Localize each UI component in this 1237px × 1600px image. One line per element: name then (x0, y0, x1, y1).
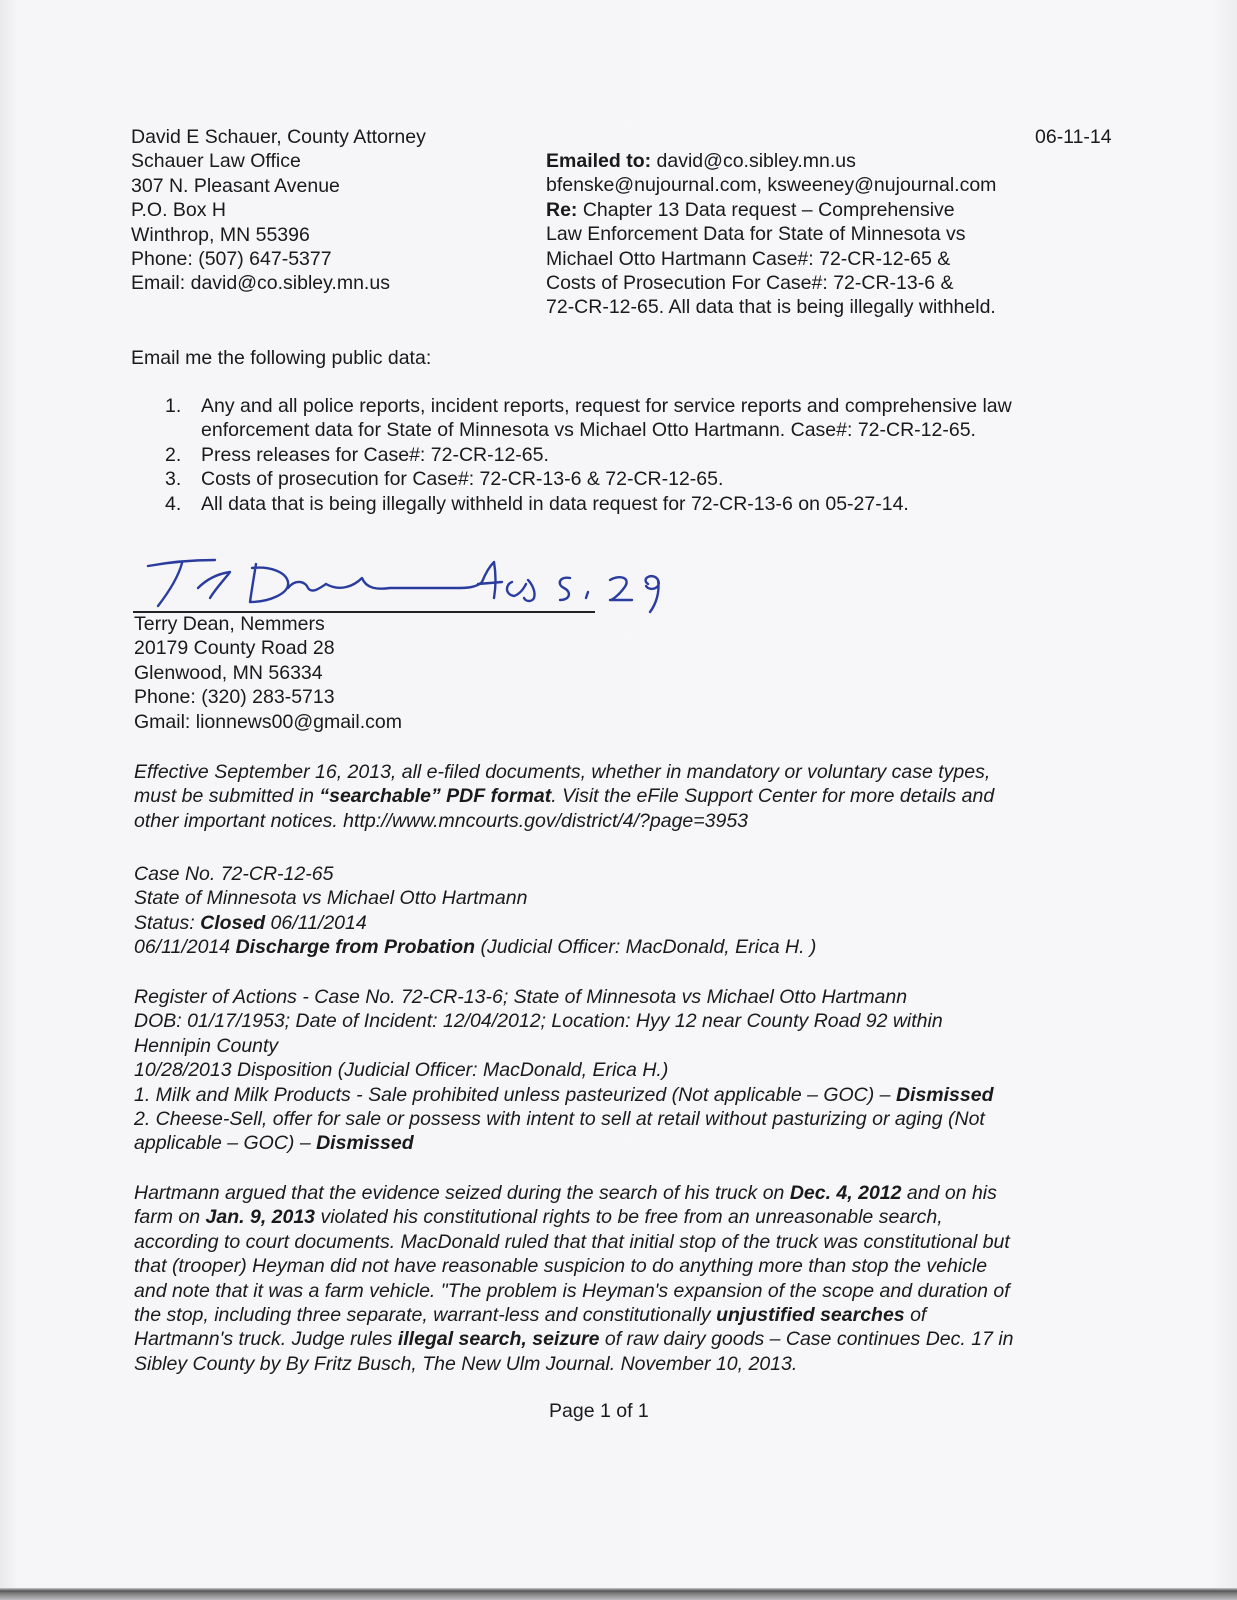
list-item (165, 467, 1012, 491)
emailed-to-value: david@co.sibley.mn.us (651, 150, 856, 172)
case-text: (Judicial Officer: MacDonald, Erica H. ) (475, 936, 817, 959)
notice-line: Effective September 16, 2013, all e-filed documents, whether in mandatory or voluntary case types, (134, 761, 991, 783)
case-action: Discharge from Probation (235, 936, 476, 959)
case-status: Closed (200, 911, 266, 934)
re-line (546, 198, 996, 222)
excerpt-text: Hartmann argued that the evidence seized during the search of his truck on (134, 1182, 790, 1204)
re-line: Michael Otto Hartmann Case#: 72-CR-12-65 & (546, 247, 951, 270)
case-text: 06/11/2014 (134, 936, 236, 959)
intro-text: Email me the following public data: (131, 347, 432, 369)
signer-line: Gmail: lionnews00@gmail.com (134, 710, 402, 733)
register-line: DOB: 01/17/1953; Date of Incident: 12/04/2012; Location: Hyy 12 near County Road 92 within (134, 1010, 943, 1033)
item-text (201, 394, 1012, 443)
request-intro (131, 346, 431, 370)
excerpt-emphasis: Jan. 9, 2013 (205, 1206, 316, 1229)
case-line (134, 911, 816, 935)
list-item (165, 443, 1012, 467)
item-line: Press releases for Case#: 72-CR-12-65. (201, 443, 549, 466)
sender-line: Email: david@co.sibley.mn.us (131, 272, 390, 295)
re-text: Chapter 13 Data request – Comprehensive (577, 198, 955, 221)
notice-line (134, 784, 994, 808)
excerpt-text: violated his constitutional rights to be free from an unreasonable search, (315, 1206, 943, 1229)
emailed-to-line-2: bfenske@nujournal.com, ksweeney@nujournal.com (546, 174, 997, 197)
excerpt-line (134, 1205, 1014, 1229)
list-item (165, 492, 1012, 516)
excerpt-text: of raw dairy goods – Case continues Dec. 17 in (599, 1328, 1014, 1351)
register-line: 2. Cheese-Sell, offer for sale or possess with intent to sell at retail without pasturizing or aging (Not (134, 1108, 985, 1131)
excerpt-line (134, 1181, 1014, 1205)
case-summary (134, 862, 816, 960)
re-line: 72-CR-12-65. All data that is being illegally withheld. (546, 296, 996, 319)
re-label: Re: (546, 198, 578, 221)
register-text: 1. Milk and Milk Products - Sale prohibited unless pasteurized (Not applicable – GOC) – (134, 1083, 896, 1106)
register-text: applicable – GOC) – (134, 1132, 317, 1155)
item-line: All data that is being illegally withheld in data request for 72-CR-13-6 on 05-27-14. (201, 492, 909, 515)
excerpt-line: according to court documents. MacDonald ruled that that initial stop of the truck was constitutional but (134, 1230, 1010, 1253)
scan-bottom-edge (0, 1588, 1237, 1600)
excerpt-text: farm on (134, 1206, 206, 1229)
efile-notice (134, 760, 994, 833)
signer-line: Glenwood, MN 56334 (134, 661, 323, 684)
excerpt-emphasis: unjustified searches (716, 1304, 905, 1327)
notice-line: other important notices. http://www.mncourts.gov/district/4/?page=3953 (134, 809, 749, 832)
excerpt-line: and note that it was a farm vehicle. "The problem is Heyman's expansion of the scope and duration of (134, 1279, 1010, 1302)
case-line: State of Minnesota vs Michael Otto Hartmann (134, 887, 528, 910)
sender-line: Schauer Law Office (131, 150, 301, 173)
case-line: Case No. 72-CR-12-65 (134, 863, 334, 885)
item-number: 4. (165, 492, 182, 515)
register-disposition: Dismissed (316, 1132, 414, 1155)
item-number: 2. (165, 443, 182, 466)
news-excerpt (134, 1181, 1014, 1376)
case-text: Status: (134, 911, 201, 934)
excerpt-emphasis: illegal search, seizure (397, 1328, 600, 1351)
item-line: enforcement data for State of Minnesota vs Michael Otto Hartmann. Case#: 72-CR-12-65. (201, 419, 976, 442)
re-line: Law Enforcement Data for State of Minnesota vs (546, 223, 966, 246)
excerpt-text: the stop, including three separate, warrant-less and constitutionally (134, 1304, 717, 1327)
excerpt-text: of (904, 1304, 927, 1327)
excerpt-text: and on his (901, 1182, 997, 1204)
page-number-text: Page 1 of 1 (549, 1400, 649, 1422)
case-line (134, 935, 816, 959)
recipient-block (546, 149, 996, 320)
excerpt-text: Hartmann's truck. Judge rules (134, 1328, 398, 1351)
sender-line: Phone: (507) 647-5377 (131, 248, 332, 271)
item-line: Any and all police reports, incident reports, request for service reports and comprehensive law (201, 395, 1012, 417)
sender-line: David E Schauer, County Attorney (131, 126, 426, 148)
letter-date (1035, 125, 1112, 149)
notice-text: must be submitted in (134, 785, 320, 808)
page-number (549, 1399, 649, 1423)
signer-line: 20179 County Road 28 (134, 637, 335, 660)
signer-line: Terry Dean, Nemmers (134, 613, 325, 635)
date-text: 06-11-14 (1035, 126, 1112, 148)
sender-address (131, 125, 426, 296)
excerpt-line: that (trooper) Heyman did not have reasonable suspicion to do anything more than stop the vehicle (134, 1255, 988, 1278)
notice-emphasis: “searchable” PDF format (319, 785, 552, 808)
signer-address (134, 612, 402, 734)
sender-line: 307 N. Pleasant Avenue (131, 174, 340, 197)
register-disposition: Dismissed (895, 1083, 994, 1106)
item-line: Costs of prosecution for Case#: 72-CR-13-6 & 72-CR-12-65. (201, 468, 724, 491)
list-item (165, 394, 1012, 443)
request-list (165, 394, 1012, 516)
excerpt-line: Sibley County by By Fritz Busch, The New Ulm Journal. November 10, 2013. (134, 1352, 798, 1375)
emailed-to-line (546, 149, 996, 173)
register-line: 10/28/2013 Disposition (Judicial Officer: MacDonald, Erica H.) (134, 1059, 669, 1082)
excerpt-line (134, 1327, 1014, 1351)
notice-text: . Visit the eFile Support Center for more details and (551, 785, 995, 808)
case-text: 06/11/2014 (265, 911, 367, 934)
register-of-actions (134, 985, 994, 1156)
register-line: Register of Actions - Case No. 72-CR-13-6; State of Minnesota vs Michael Otto Hartmann (134, 986, 908, 1008)
register-line (134, 1083, 994, 1107)
excerpt-emphasis: Dec. 4, 2012 (789, 1182, 902, 1204)
item-number: 1. (165, 395, 182, 417)
excerpt-line (134, 1303, 1014, 1327)
register-line (134, 1131, 994, 1155)
sender-line: Winthrop, MN 55396 (131, 223, 310, 246)
register-line: Hennipin County (134, 1034, 279, 1057)
item-number: 3. (165, 468, 182, 491)
handwritten-signature (140, 558, 700, 616)
signer-line: Phone: (320) 283-5713 (134, 686, 335, 709)
emailed-to-label: Emailed to: (546, 150, 652, 172)
re-line: Costs of Prosecution For Case#: 72-CR-13-6 & (546, 272, 954, 295)
sender-line: P.O. Box H (131, 199, 227, 222)
